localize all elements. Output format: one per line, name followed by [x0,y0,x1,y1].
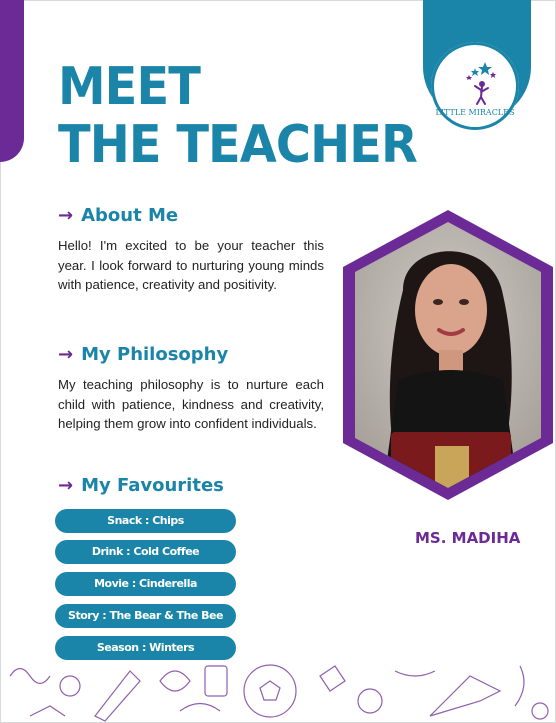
philosophy-heading-text: My Philosophy [81,344,229,365]
favourite-movie: Movie : Cinderella [55,572,236,596]
pencil-icon [95,671,140,721]
philosophy-text: My teaching philosophy is to nurture each child with patience, kindness and creativity, helping them grow into confident individuals. [58,377,324,431]
about-heading-text: About Me [81,205,179,226]
favourite-story: Story : The Bear & The Bee [55,604,236,628]
favourite-season: Season : Winters [55,636,236,660]
teacher-photo [343,210,553,500]
page-title [58,58,417,174]
arrow-right-icon: → [58,344,74,365]
favourite-snack: Snack : Chips [55,509,236,533]
title-line-1: MEET [58,57,200,117]
bird-icon [430,676,500,716]
logo-text: LITTLE MIRACLES [435,108,515,117]
left-accent-bar [0,0,24,162]
arrow-right-icon: → [58,205,74,226]
philosophy-heading [58,344,228,365]
doodle-border [0,656,556,723]
favourites-heading [58,475,224,496]
about-heading [58,205,178,226]
favourite-drink: Drink : Cold Coffee [55,540,236,564]
title-line-2: THE TEACHER [58,115,417,175]
favourites-heading-text: My Favourites [81,475,224,496]
teacher-name: MS. MADIHA [415,529,521,547]
arrow-right-icon: → [58,475,74,496]
soccer-ball-icon [244,665,296,717]
about-text: Hello! I'm excited to be your teacher this year. I look forward to nurturing young minds with patience, creativity and positivity. [58,238,324,292]
